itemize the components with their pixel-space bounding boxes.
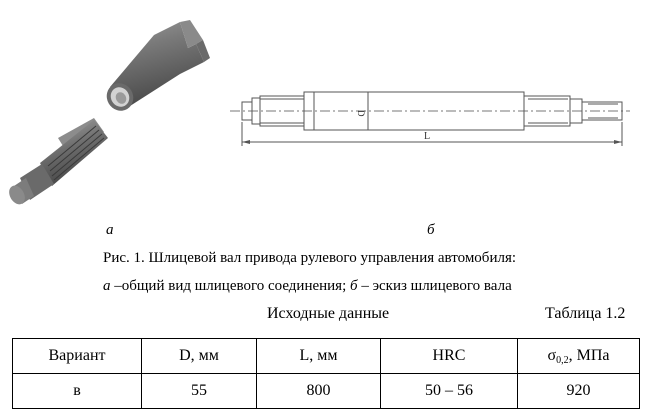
splined-sleeve — [102, 20, 210, 116]
header-d: D, мм — [142, 339, 257, 374]
table-header-row — [13, 339, 640, 374]
figure-caption-line2 — [103, 278, 512, 295]
caption-a: а — [103, 278, 111, 294]
caption-text2: – эскиз шлицевого вала — [357, 278, 512, 294]
cell-sigma: 920 — [518, 374, 640, 409]
sketch-dimension-l: L — [424, 131, 431, 142]
header-l: L, мм — [257, 339, 381, 374]
caption-text1: –общий вид шлицевого соединения; — [110, 278, 351, 294]
table-row — [13, 374, 640, 409]
sigma-unit: , МПа — [568, 346, 610, 364]
cell-hrc: 50 – 56 — [381, 374, 518, 409]
header-variant: Вариант — [13, 339, 142, 374]
figure-label-b: б — [427, 222, 435, 238]
spline-shaft-sketch — [228, 80, 638, 160]
cell-d: 55 — [142, 374, 257, 409]
sketch-dimension-d: D — [356, 110, 366, 117]
caption-b: б — [350, 278, 358, 294]
spline-connection-3d-view — [0, 0, 230, 225]
cell-l: 800 — [257, 374, 381, 409]
splined-shaft — [6, 118, 108, 207]
sigma-symbol: σ — [547, 346, 557, 364]
source-data-table — [12, 338, 640, 409]
cell-variant: в — [13, 374, 142, 409]
table-number: Таблица 1.2 — [545, 305, 626, 322]
sigma-subscript: 0,2 — [556, 354, 569, 366]
figure-label-a: а — [106, 222, 114, 238]
table-heading: Исходные данные — [267, 305, 390, 322]
header-sigma — [518, 339, 640, 374]
figure-caption-line1: Рис. 1. Шлицевой вал привода рулевого управления автомобиля: — [103, 250, 517, 266]
header-hrc: HRC — [381, 339, 518, 374]
